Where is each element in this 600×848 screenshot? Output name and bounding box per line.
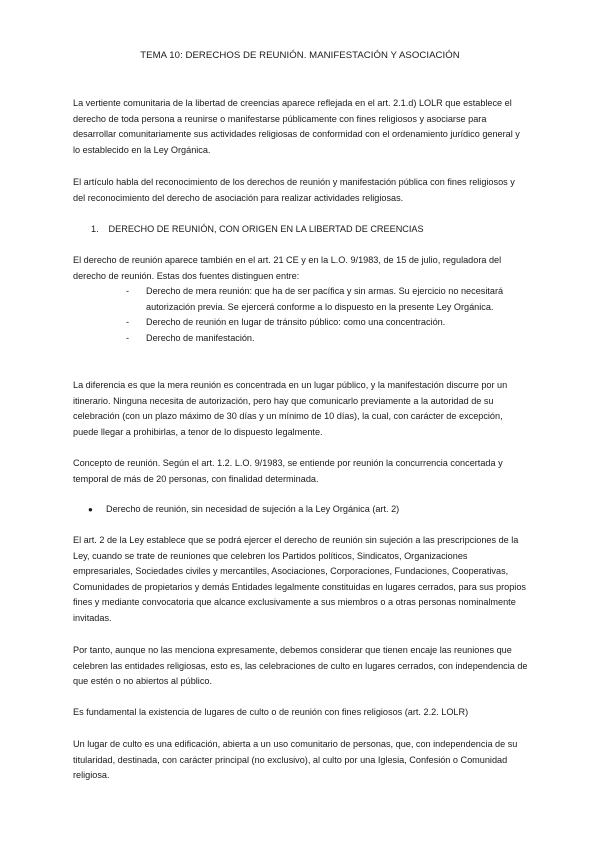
article2-paragraph: El art. 2 de la Ley establece que se podrá ejercer el derecho de reunión sin sujeción a las prescripciones de la Ley, cuando se trate de reuniones que celebren los Partidos políticos, Sindicatos, Organizaciones empresariales, Sociedades civiles y mercantiles, Asociaciones, Corporaciones, Fundaciones, Cooperativas, Comunidades de propietarios y demás Entidades legalmente constituidas en lugares cerrados, para sus propios fines y mediante convocatoria que alcance exclusivamente a sus miembros o a otras personas nominalmente invitadas. bbox=[73, 535, 526, 623]
intro-paragraph: La vertiente comunitaria de la libertad de creencias aparece reflejada en el art. 2.1.d) LOLR que establece el derecho de toda persona a reunirse o manifestarse públicamente con fines religiosos y asociarse para desarrollar comunitariamente sus actividades religiosas de conformidad con el ordenamiento jurídico general y lo establecido en la Ley Orgánica. bbox=[73, 98, 520, 155]
list-item-text: Derecho de reunión en lugar de tránsito público: como una concentración. bbox=[146, 317, 446, 328]
document-title: TEMA 10: DERECHOS DE REUNIÓN. MANIFESTACIÓN Y ASOCIACIÓN bbox=[140, 50, 460, 61]
difference-paragraph: La diferencia es que la mera reunión es concentrada en un lugar público, y la manifestación discurre por un itinerario. Ninguna necesita de autorización, pero hay que comunicarlo previamente a la autoridad de su celebración (con un plazo máximo de 30 días y un mínimo de 10 días), la cual, con carácter de excepción, puede llegar a prohibirlas, a tenor de lo dispuesto legalmente. bbox=[73, 380, 508, 437]
worship-definition-paragraph: Un lugar de culto es una edificación, abierta a un uso comunitario de personas, que, con independencia de su titularidad, destinada, con carácter principal (no exclusivo), al culto por una Iglesia, Confesión o Comunidad religiosa. bbox=[73, 739, 518, 781]
bullet-icon: ● bbox=[88, 505, 93, 514]
section-title: DERECHO DE REUNIÓN, CON ORIGEN EN LA LIBERTAD DE CREENCIAS bbox=[108, 224, 424, 234]
list-item bbox=[126, 315, 526, 331]
bullet-text: Derecho de reunión, sin necesidad de sujeción a la Ley Orgánica (art. 2) bbox=[106, 504, 400, 514]
dash-list bbox=[126, 284, 526, 346]
dash-marker: - bbox=[126, 332, 130, 343]
sources-paragraph: El derecho de reunión aparece también en el art. 21 CE y en la L.O. 9/1983, de 15 de julio, reguladora del derecho de reunión. Estas dos fuentes distinguen entre: bbox=[73, 255, 502, 281]
worship-places-paragraph: Es fundamental la existencia de lugares de culto o de reunión con fines religiosos (art. 2.2. LOLR) bbox=[73, 707, 469, 717]
list-item-text: Derecho de manifestación. bbox=[146, 332, 255, 343]
section-number: 1. bbox=[91, 224, 99, 234]
list-item-text: Derecho de mera reunión: que ha de ser pacífica y sin armas. Su ejercicio no necesitará autorización previa. Se ejercerá conforme a lo dispuesto en la presente Ley Orgánica. bbox=[146, 286, 504, 312]
dash-marker: - bbox=[126, 317, 130, 328]
dash-marker: - bbox=[126, 286, 130, 296]
concept-paragraph: Concepto de reunión. Según el art. 1.2. L.O. 9/1983, se entiende por reunión la concurrencia concertada y temporal de más de 20 personas, con finalidad determinada. bbox=[73, 458, 503, 484]
conclusion-paragraph: Por tanto, aunque no las menciona expresamente, debemos considerar que tienen encaje las reuniones que celebren las entidades religiosas, esto es, las celebraciones de culto en lugares cerrados, con independencia de que estén o no abiertos al público. bbox=[73, 645, 528, 687]
list-item bbox=[126, 284, 526, 315]
section-heading bbox=[91, 222, 531, 238]
bullet-item bbox=[88, 502, 528, 518]
article-paragraph: El artículo habla del reconocimiento de los derechos de reunión y manifestación pública con fines religiosos y del reconocimiento del derecho de asociación para realizar actividades religiosas. bbox=[73, 177, 515, 203]
list-item bbox=[126, 331, 526, 347]
